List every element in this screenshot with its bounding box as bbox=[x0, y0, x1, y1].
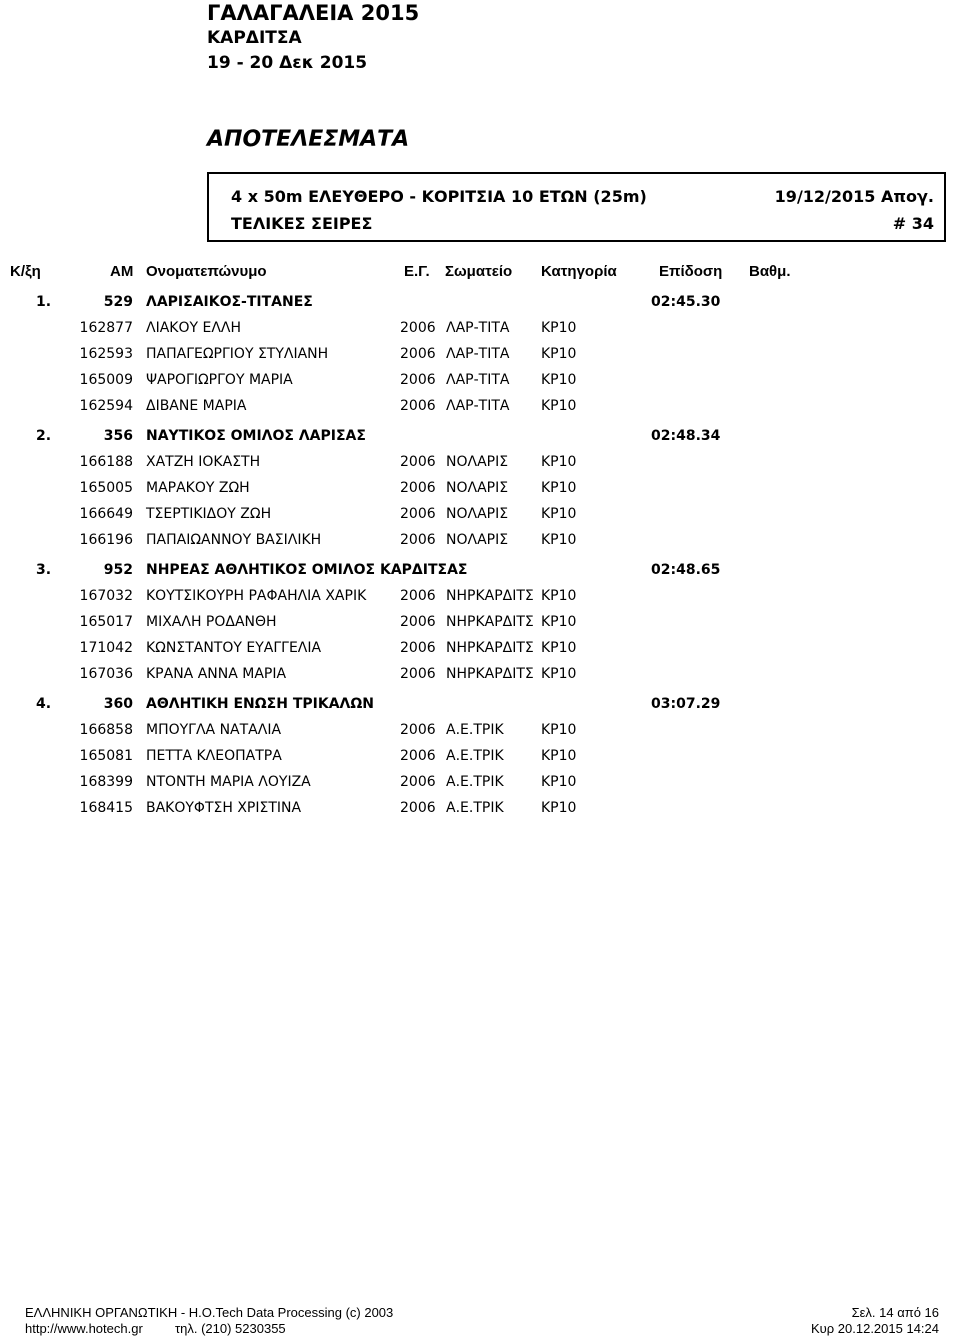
athlete-category: ΚΡ10 bbox=[541, 320, 577, 336]
athlete-am: 165017 bbox=[79, 614, 133, 630]
athlete-club: ΝΗΡΚΑΡΔΙΤΣ bbox=[446, 666, 534, 682]
athlete-name: ΔΙΒΑΝΕ ΜΑΡΙΑ bbox=[146, 398, 247, 414]
column-header-time: Επίδοση bbox=[659, 263, 723, 280]
athlete-am: 166649 bbox=[79, 506, 133, 522]
meet-title: ΓΑΛΑΓΑΛΕΙΑ 2015 bbox=[207, 1, 420, 25]
column-header-category: Κατηγορία bbox=[541, 263, 617, 280]
athlete-birth-year: 2006 bbox=[400, 532, 436, 548]
athlete-birth-year: 2006 bbox=[400, 588, 436, 604]
athlete-birth-year: 2006 bbox=[400, 398, 436, 414]
athlete-category: ΚΡ10 bbox=[541, 532, 577, 548]
athlete-name: ΛΙΑΚΟΥ ΕΛΛΗ bbox=[146, 320, 242, 336]
column-header-club: Σωματείο bbox=[445, 263, 513, 280]
event-round: ΤΕΛΙΚΕΣ ΣΕΙΡΕΣ bbox=[231, 214, 373, 233]
athlete-club: ΝΗΡΚΑΡΔΙΤΣ bbox=[446, 640, 534, 656]
event-title: 4 x 50m ΕΛΕΥΘΕΡΟ - ΚΟΡΙΤΣΙΑ 10 ΕΤΩΝ (25m) bbox=[231, 187, 647, 206]
footer-page-number: Σελ. 14 από 16 bbox=[851, 1305, 939, 1320]
athlete-category: ΚΡ10 bbox=[541, 614, 577, 630]
athlete-am: 168399 bbox=[79, 774, 133, 790]
athlete-category: ΚΡ10 bbox=[541, 398, 577, 414]
athlete-club: ΝΟΛΑΡΙΣ bbox=[446, 454, 509, 470]
column-header-year: Ε.Γ. bbox=[404, 263, 430, 280]
column-header-rank: Κ/ξη bbox=[10, 263, 41, 280]
athlete-club: ΝΟΛΑΡΙΣ bbox=[446, 532, 509, 548]
athlete-birth-year: 2006 bbox=[400, 454, 436, 470]
team-code: 356 bbox=[103, 428, 133, 444]
footer-timestamp: Κυρ 20.12.2015 14:24 bbox=[811, 1321, 939, 1336]
team-code: 952 bbox=[103, 562, 133, 578]
team-name: ΝΑΥΤΙΚΟΣ ΟΜΙΛΟΣ ΛΑΡΙΣΑΣ bbox=[146, 428, 366, 444]
athlete-am: 165081 bbox=[79, 748, 133, 764]
athlete-name: ΠΑΠΑΙΩΑΝΝΟΥ ΒΑΣΙΛΙΚΗ bbox=[146, 532, 322, 548]
athlete-name: ΜΠΟΥΓΛΑ ΝΑΤΑΛΙΑ bbox=[146, 722, 282, 738]
athlete-birth-year: 2006 bbox=[400, 722, 436, 738]
athlete-am: 166188 bbox=[79, 454, 133, 470]
footer-phone: τηλ. (210) 5230355 bbox=[175, 1321, 286, 1336]
team-rank: 3. bbox=[36, 562, 52, 578]
athlete-birth-year: 2006 bbox=[400, 774, 436, 790]
athlete-name: ΒΑΚΟΥΦΤΣΗ ΧΡΙΣΤΙΝΑ bbox=[146, 800, 302, 816]
athlete-am: 166858 bbox=[79, 722, 133, 738]
athlete-am: 166196 bbox=[79, 532, 133, 548]
athlete-name: ΚΩΝΣΤΑΝΤΟΥ ΕΥΑΓΓΕΛΙΑ bbox=[146, 640, 322, 656]
team-time: 02:45.30 bbox=[651, 294, 721, 310]
athlete-birth-year: 2006 bbox=[400, 320, 436, 336]
team-time: 02:48.65 bbox=[651, 562, 721, 578]
footer-credit: ΕΛΛΗΝΙΚΗ ΟΡΓΑΝΩΤΙΚΗ - Η.Ο.Tech Data Processing (c) 2003 bbox=[25, 1305, 394, 1320]
athlete-birth-year: 2006 bbox=[400, 614, 436, 630]
athlete-am: 167032 bbox=[79, 588, 133, 604]
athlete-am: 168415 bbox=[79, 800, 133, 816]
athlete-club: ΝΟΛΑΡΙΣ bbox=[446, 506, 509, 522]
athlete-category: ΚΡ10 bbox=[541, 346, 577, 362]
athlete-birth-year: 2006 bbox=[400, 748, 436, 764]
athlete-name: ΚΟΥΤΣΙΚΟΥΡΗ ΡΑΦΑΗΛΙΑ ΧΑΡΙΚ bbox=[146, 588, 367, 604]
results-heading: ΑΠΟΤΕΛΕΣΜΑΤΑ bbox=[207, 127, 410, 152]
athlete-am: 162593 bbox=[79, 346, 133, 362]
athlete-club: ΝΗΡΚΑΡΔΙΤΣ bbox=[446, 588, 534, 604]
athlete-name: ΠΑΠΑΓΕΩΡΓΙΟΥ ΣΤΥΛΙΑΝΗ bbox=[146, 346, 329, 362]
team-name: ΑΘΛΗΤΙΚΗ ΕΝΩΣΗ ΤΡΙΚΑΛΩΝ bbox=[146, 696, 374, 712]
athlete-club: ΝΟΛΑΡΙΣ bbox=[446, 480, 509, 496]
athlete-am: 162594 bbox=[79, 398, 133, 414]
athlete-name: ΨΑΡΟΓΙΩΡΓΟΥ ΜΑΡΙΑ bbox=[146, 372, 293, 388]
athlete-club: ΛΑΡ-ΤΙΤΑ bbox=[446, 372, 510, 388]
athlete-birth-year: 2006 bbox=[400, 480, 436, 496]
footer-url[interactable]: http://www.hotech.gr bbox=[25, 1321, 143, 1336]
athlete-club: ΛΑΡ-ΤΙΤΑ bbox=[446, 346, 510, 362]
column-header-am: ΑΜ bbox=[110, 263, 134, 280]
event-info-box bbox=[207, 172, 946, 242]
athlete-club: ΝΗΡΚΑΡΔΙΤΣ bbox=[446, 614, 534, 630]
athlete-name: ΜΙΧΑΛΗ ΡΟΔΑΝΘΗ bbox=[146, 614, 277, 630]
athlete-birth-year: 2006 bbox=[400, 506, 436, 522]
athlete-club: ΛΑΡ-ΤΙΤΑ bbox=[446, 320, 510, 336]
team-rank: 1. bbox=[36, 294, 52, 310]
meet-city: ΚΑΡΔΙΤΣΑ bbox=[207, 28, 302, 48]
athlete-category: ΚΡ10 bbox=[541, 454, 577, 470]
athlete-name: ΧΑΤΖΗ ΙΟΚΑΣΤΗ bbox=[146, 454, 261, 470]
event-date: 19/12/2015 Απογ. bbox=[774, 187, 934, 206]
athlete-am: 162877 bbox=[79, 320, 133, 336]
team-time: 02:48.34 bbox=[651, 428, 721, 444]
athlete-am: 165009 bbox=[79, 372, 133, 388]
team-code: 529 bbox=[103, 294, 133, 310]
athlete-birth-year: 2006 bbox=[400, 640, 436, 656]
athlete-category: ΚΡ10 bbox=[541, 800, 577, 816]
event-number: # 34 bbox=[892, 214, 934, 233]
athlete-club: ΛΑΡ-ΤΙΤΑ bbox=[446, 398, 510, 414]
athlete-am: 167036 bbox=[79, 666, 133, 682]
athlete-category: ΚΡ10 bbox=[541, 588, 577, 604]
athlete-category: ΚΡ10 bbox=[541, 774, 577, 790]
athlete-category: ΚΡ10 bbox=[541, 480, 577, 496]
athlete-am: 165005 bbox=[79, 480, 133, 496]
athlete-club: Α.Ε.ΤΡΙΚ bbox=[446, 774, 504, 790]
athlete-club: Α.Ε.ΤΡΙΚ bbox=[446, 800, 504, 816]
athlete-birth-year: 2006 bbox=[400, 800, 436, 816]
athlete-category: ΚΡ10 bbox=[541, 748, 577, 764]
team-time: 03:07.29 bbox=[651, 696, 721, 712]
team-code: 360 bbox=[103, 696, 133, 712]
athlete-name: ΠΕΤΤΑ ΚΛΕΟΠΑΤΡΑ bbox=[146, 748, 282, 764]
athlete-name: ΚΡΑΝΑ ΑΝΝΑ ΜΑΡΙΑ bbox=[146, 666, 287, 682]
athlete-birth-year: 2006 bbox=[400, 372, 436, 388]
team-rank: 4. bbox=[36, 696, 52, 712]
athlete-category: ΚΡ10 bbox=[541, 506, 577, 522]
athlete-category: ΚΡ10 bbox=[541, 722, 577, 738]
athlete-club: Α.Ε.ΤΡΙΚ bbox=[446, 748, 504, 764]
athlete-name: ΜΑΡΑΚΟΥ ΖΩΗ bbox=[146, 480, 250, 496]
athlete-am: 171042 bbox=[79, 640, 133, 656]
column-header-points: Βαθμ. bbox=[749, 263, 791, 280]
athlete-club: Α.Ε.ΤΡΙΚ bbox=[446, 722, 504, 738]
athlete-name: ΤΣΕΡΤΙΚΙΔΟΥ ΖΩΗ bbox=[146, 506, 272, 522]
athlete-category: ΚΡ10 bbox=[541, 372, 577, 388]
team-name: ΛΑΡΙΣΑΙΚΟΣ-ΤΙΤΑΝΕΣ bbox=[146, 294, 313, 310]
athlete-category: ΚΡ10 bbox=[541, 666, 577, 682]
team-name: ΝΗΡΕΑΣ ΑΘΛΗΤΙΚΟΣ ΟΜΙΛΟΣ ΚΑΡΔΙΤΣΑΣ bbox=[146, 562, 468, 578]
athlete-birth-year: 2006 bbox=[400, 346, 436, 362]
athlete-category: ΚΡ10 bbox=[541, 640, 577, 656]
meet-dates: 19 - 20 Δεκ 2015 bbox=[207, 53, 368, 73]
athlete-name: ΝΤΟΝΤΗ ΜΑΡΙΑ ΛΟΥΙΖΑ bbox=[146, 774, 311, 790]
team-rank: 2. bbox=[36, 428, 52, 444]
column-header-name: Ονοματεπώνυμο bbox=[146, 263, 267, 280]
athlete-birth-year: 2006 bbox=[400, 666, 436, 682]
